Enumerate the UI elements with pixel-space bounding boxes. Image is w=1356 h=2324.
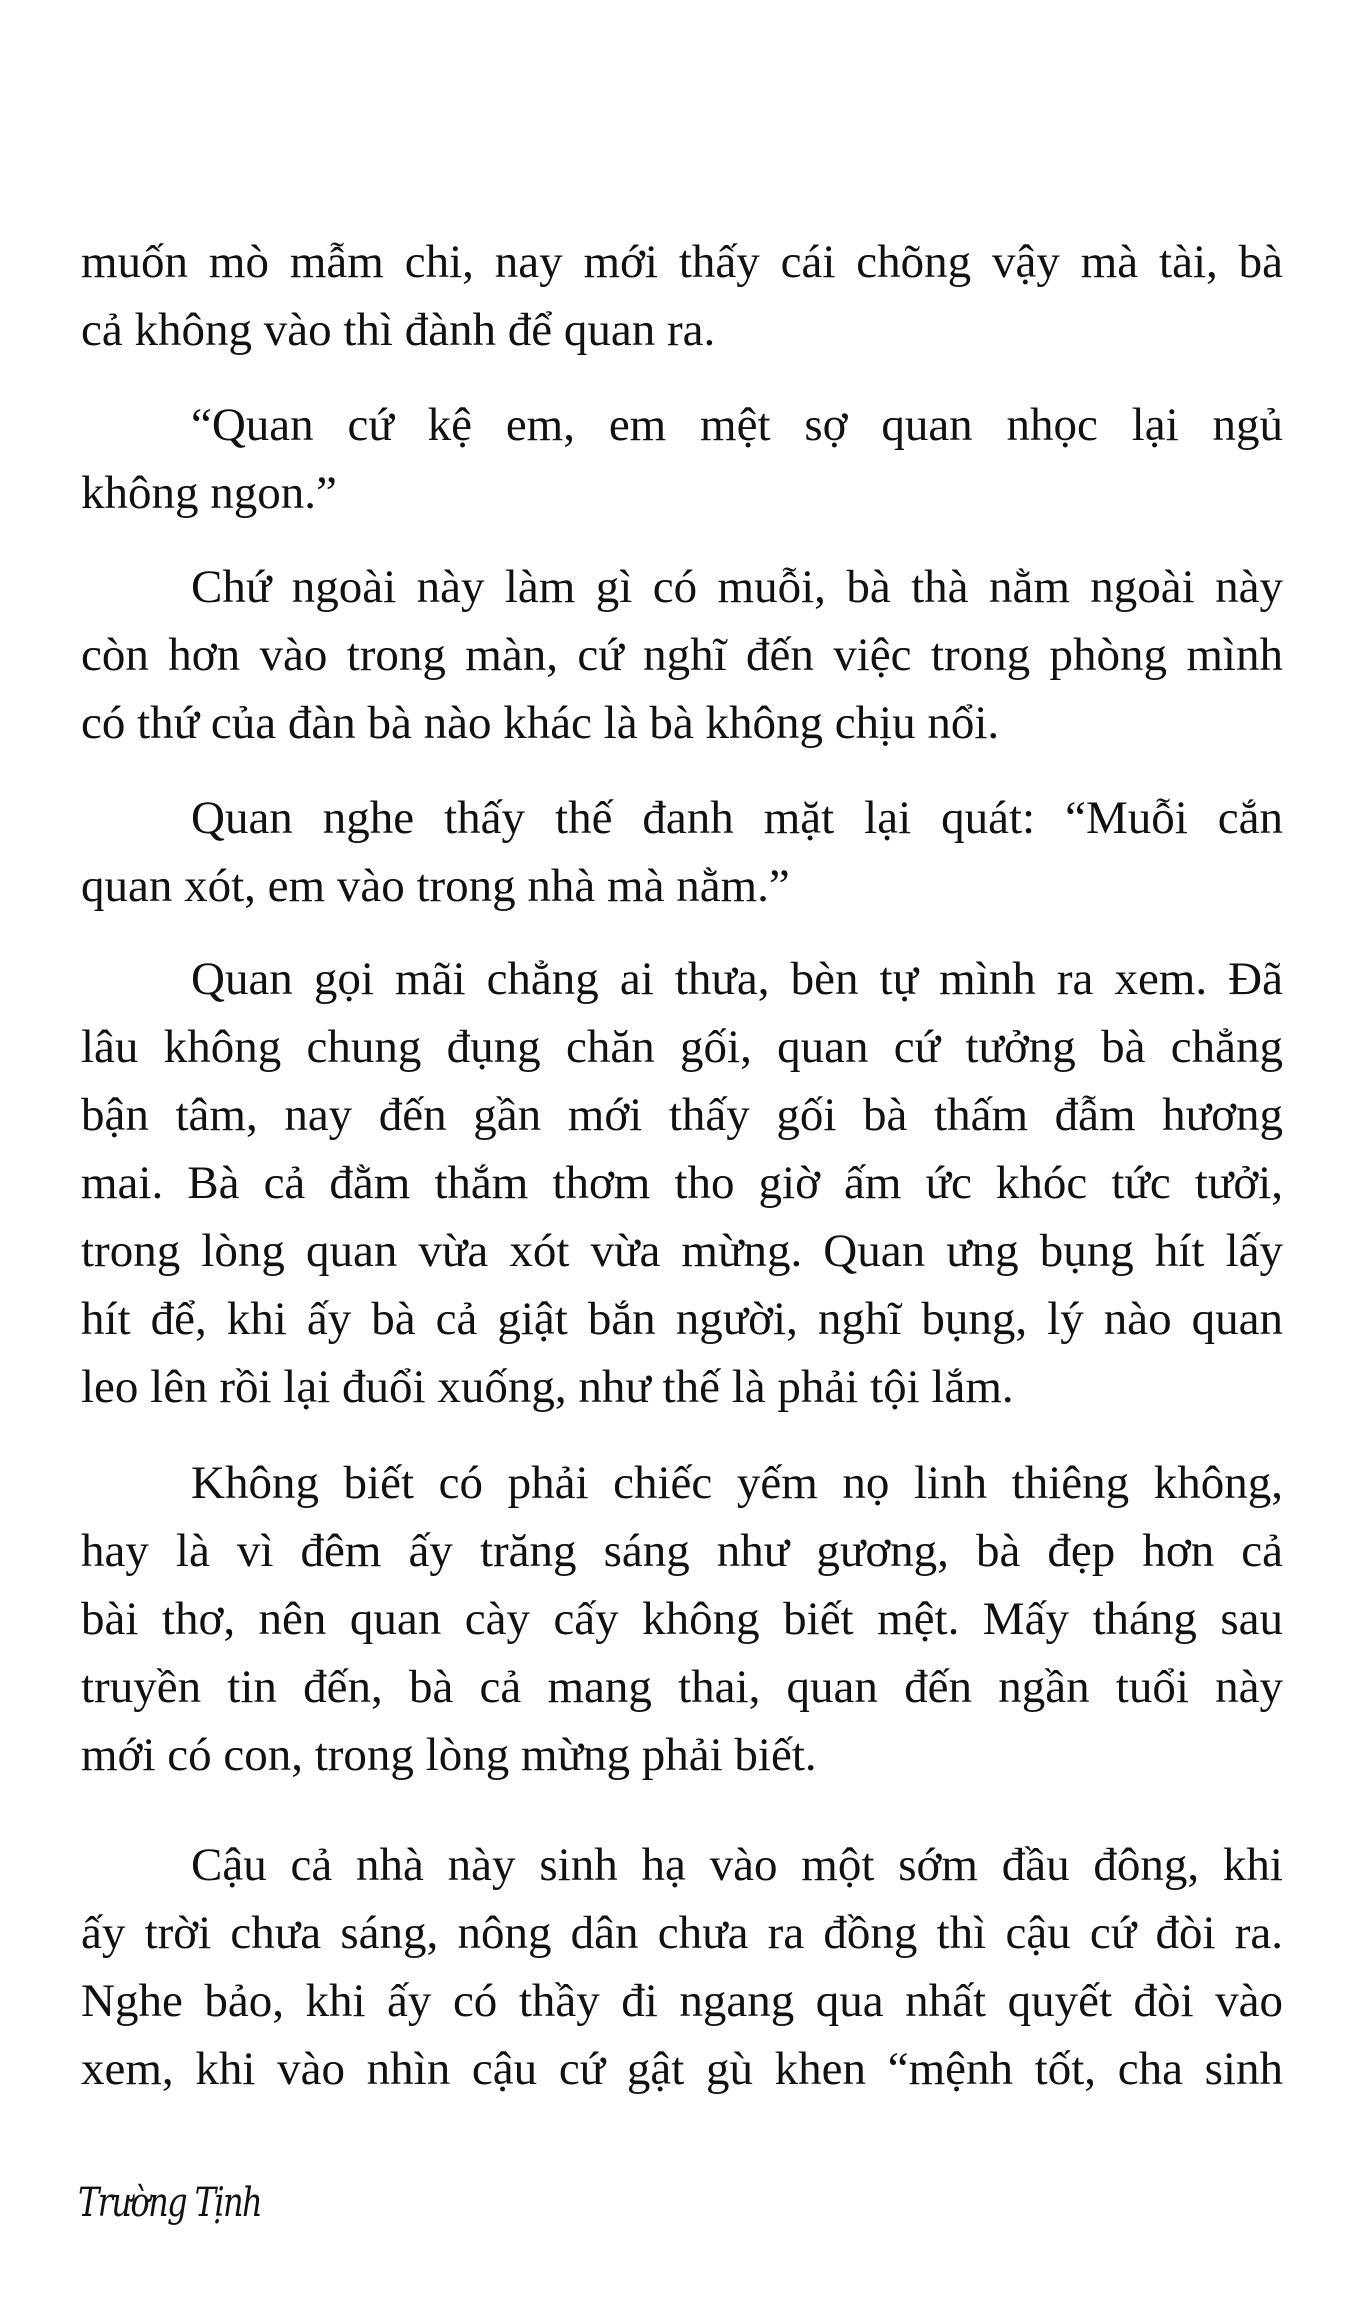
text-line: không ngon.” bbox=[81, 467, 337, 519]
text-line: cả không vào thì đành để quan ra. bbox=[81, 304, 716, 356]
text-line: quan xót, em vào trong nhà mà nằm.” bbox=[81, 860, 790, 912]
text-line: bài thơ, nên quan cày cấy không biết mệt. Mấy tháng sau bbox=[81, 1593, 1283, 1645]
text-line: Chứ ngoài này làm gì có muỗi, bà thà nằm ngoài này bbox=[191, 561, 1283, 613]
text-line: có thứ của đàn bà nào khác là bà không chịu nổi. bbox=[81, 697, 1000, 749]
text-line: hay là vì đêm ấy trăng sáng như gương, bà đẹp hơn cả bbox=[81, 1525, 1283, 1577]
text-line: lâu không chung đụng chăn gối, quan cứ tưởng bà chẳng bbox=[81, 1021, 1283, 1073]
text-line: mai. Bà cả đằm thắm thơm tho giờ ấm ức khóc tức tưởi, bbox=[81, 1157, 1283, 1209]
paragraph bbox=[81, 391, 1283, 527]
text-line: ấy trời chưa sáng, nông dân chưa ra đồng thì cậu cứ đòi ra. bbox=[81, 1907, 1283, 1959]
text-line: Nghe bảo, khi ấy có thầy đi ngang qua nhất quyết đòi vào bbox=[81, 1975, 1283, 2027]
paragraph bbox=[81, 784, 1283, 920]
author-signature: Trường Tịnh bbox=[78, 2180, 261, 2226]
paragraph bbox=[81, 1831, 1283, 2103]
text-line: còn hơn vào trong màn, cứ nghĩ đến việc trong phòng mình bbox=[81, 629, 1283, 681]
text-line: leo lên rồi lại đuổi xuống, như thế là phải tội lắm. bbox=[81, 1361, 1014, 1413]
text-line: Quan gọi mãi chẳng ai thưa, bèn tự mình ra xem. Đã bbox=[191, 953, 1283, 1005]
text-line: trong lòng quan vừa xót vừa mừng. Quan ưng bụng hít lấy bbox=[81, 1225, 1283, 1277]
text-line: bận tâm, nay đến gần mới thấy gối bà thấm đẫm hương bbox=[81, 1089, 1283, 1141]
paragraph bbox=[81, 1449, 1283, 1789]
text-line: mới có con, trong lòng mừng phải biết. bbox=[81, 1729, 817, 1781]
text-line: Quan nghe thấy thế đanh mặt lại quát: “Muỗi cắn bbox=[191, 792, 1283, 844]
text-line: Không biết có phải chiếc yếm nọ linh thiêng không, bbox=[191, 1457, 1283, 1509]
text-line: muốn mò mẫm chi, nay mới thấy cái chõng vậy mà tài, bà bbox=[81, 236, 1283, 288]
text-line: xem, khi vào nhìn cậu cứ gật gù khen “mệnh tốt, cha sinh bbox=[81, 2043, 1283, 2095]
paragraph bbox=[81, 553, 1283, 757]
paragraph bbox=[81, 945, 1283, 1421]
text-line: hít để, khi ấy bà cả giật bắn người, nghĩ bụng, lý nào quan bbox=[81, 1293, 1283, 1345]
paragraph bbox=[81, 228, 1283, 364]
text-line: “Quan cứ kệ em, em mệt sợ quan nhọc lại ngủ bbox=[191, 399, 1283, 451]
text-line: truyền tin đến, bà cả mang thai, quan đến ngần tuổi này bbox=[81, 1661, 1283, 1713]
text-line: Cậu cả nhà này sinh hạ vào một sớm đầu đông, khi bbox=[191, 1839, 1283, 1891]
